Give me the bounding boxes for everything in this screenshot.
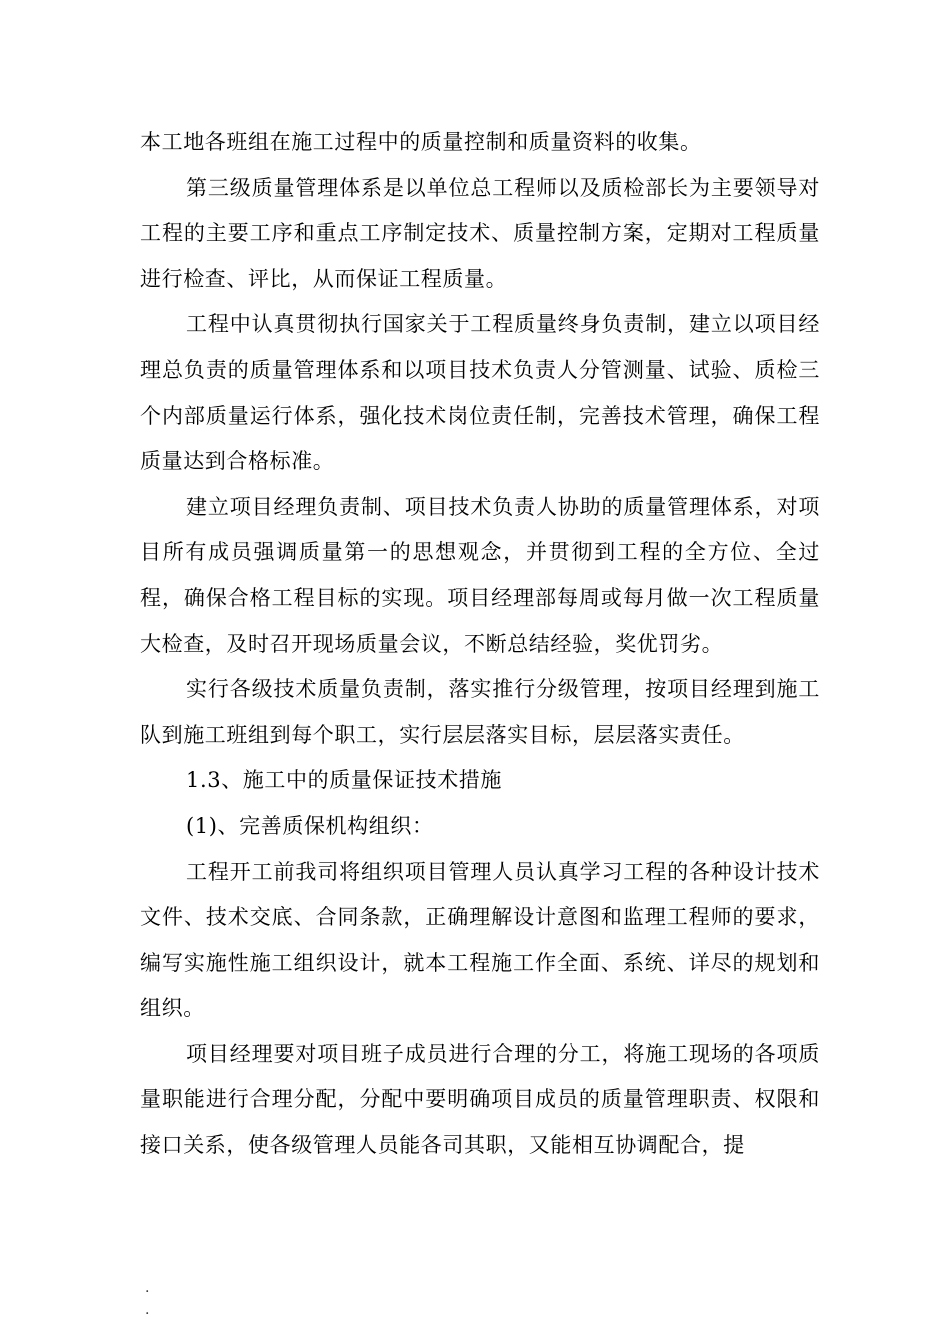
footer-dot-mark: .: [145, 1302, 150, 1318]
paragraph-role-division: 项目经理要对项目班子成员进行合理的分工，将施工现场的各项质量职能进行合理分配，分配中要明确项目成员的质量管理职责、权限和接口关系，使各级管理人员能各司其职，又能相互协调配合，提: [140, 1041, 820, 1158]
paragraph-third-level-system: 第三级质量管理体系是以单位总工程师以及质检部长为主要领导对工程的主要工序和重点工序制定技术、质量控制方案，定期对工程质量进行检查、评比，从而保证工程质量。: [140, 175, 820, 291]
paragraph-pre-construction-study: 工程开工前我司将组织项目管理人员认真学习工程的各种设计技术文件、技术交底、合同条款，正确理解设计意图和监理工程师的要求，编写实施性施工组织设计，就本工程施工作全面、系统、详尽的规划和组织。: [140, 859, 820, 1021]
paragraph-continuation: 本工地各班组在施工过程中的质量控制和质量资料的收集。: [140, 130, 702, 154]
paragraph-manager-responsibility: 建立项目经理负责制、项目技术负责人协助的质量管理体系，对项目所有成员强调质量第一的思想观念，并贯彻到工程的全方位、全过程，确保合格工程目标的实现。项目经理部每周或每月做一次工程质量大检查，及时召开现场质量会议，不断总结经验，奖优罚劣。: [140, 494, 820, 656]
document-body: [140, 120, 820, 1169]
paragraph-graded-management: 实行各级技术质量负责制，落实推行分级管理，按项目经理到施工队到施工班组到每个职工，实行层层落实目标，层层落实责任。: [140, 677, 820, 747]
footer-dot-mark: .: [145, 1280, 150, 1296]
section-heading-1-3: 1.3、施工中的质量保证技术措施: [186, 768, 502, 793]
paragraph-lifetime-responsibility: 工程中认真贯彻执行国家关于工程质量终身负责制，建立以项目经理总负责的质量管理体系和以项目技术负责人分管测量、试验、质检三个内部质量运行体系，强化技术岗位责任制，完善技术管理，确保工程质量达到合格标准。: [140, 312, 820, 474]
subsection-heading-1: (1)、完善质保机构组织：: [186, 813, 434, 838]
